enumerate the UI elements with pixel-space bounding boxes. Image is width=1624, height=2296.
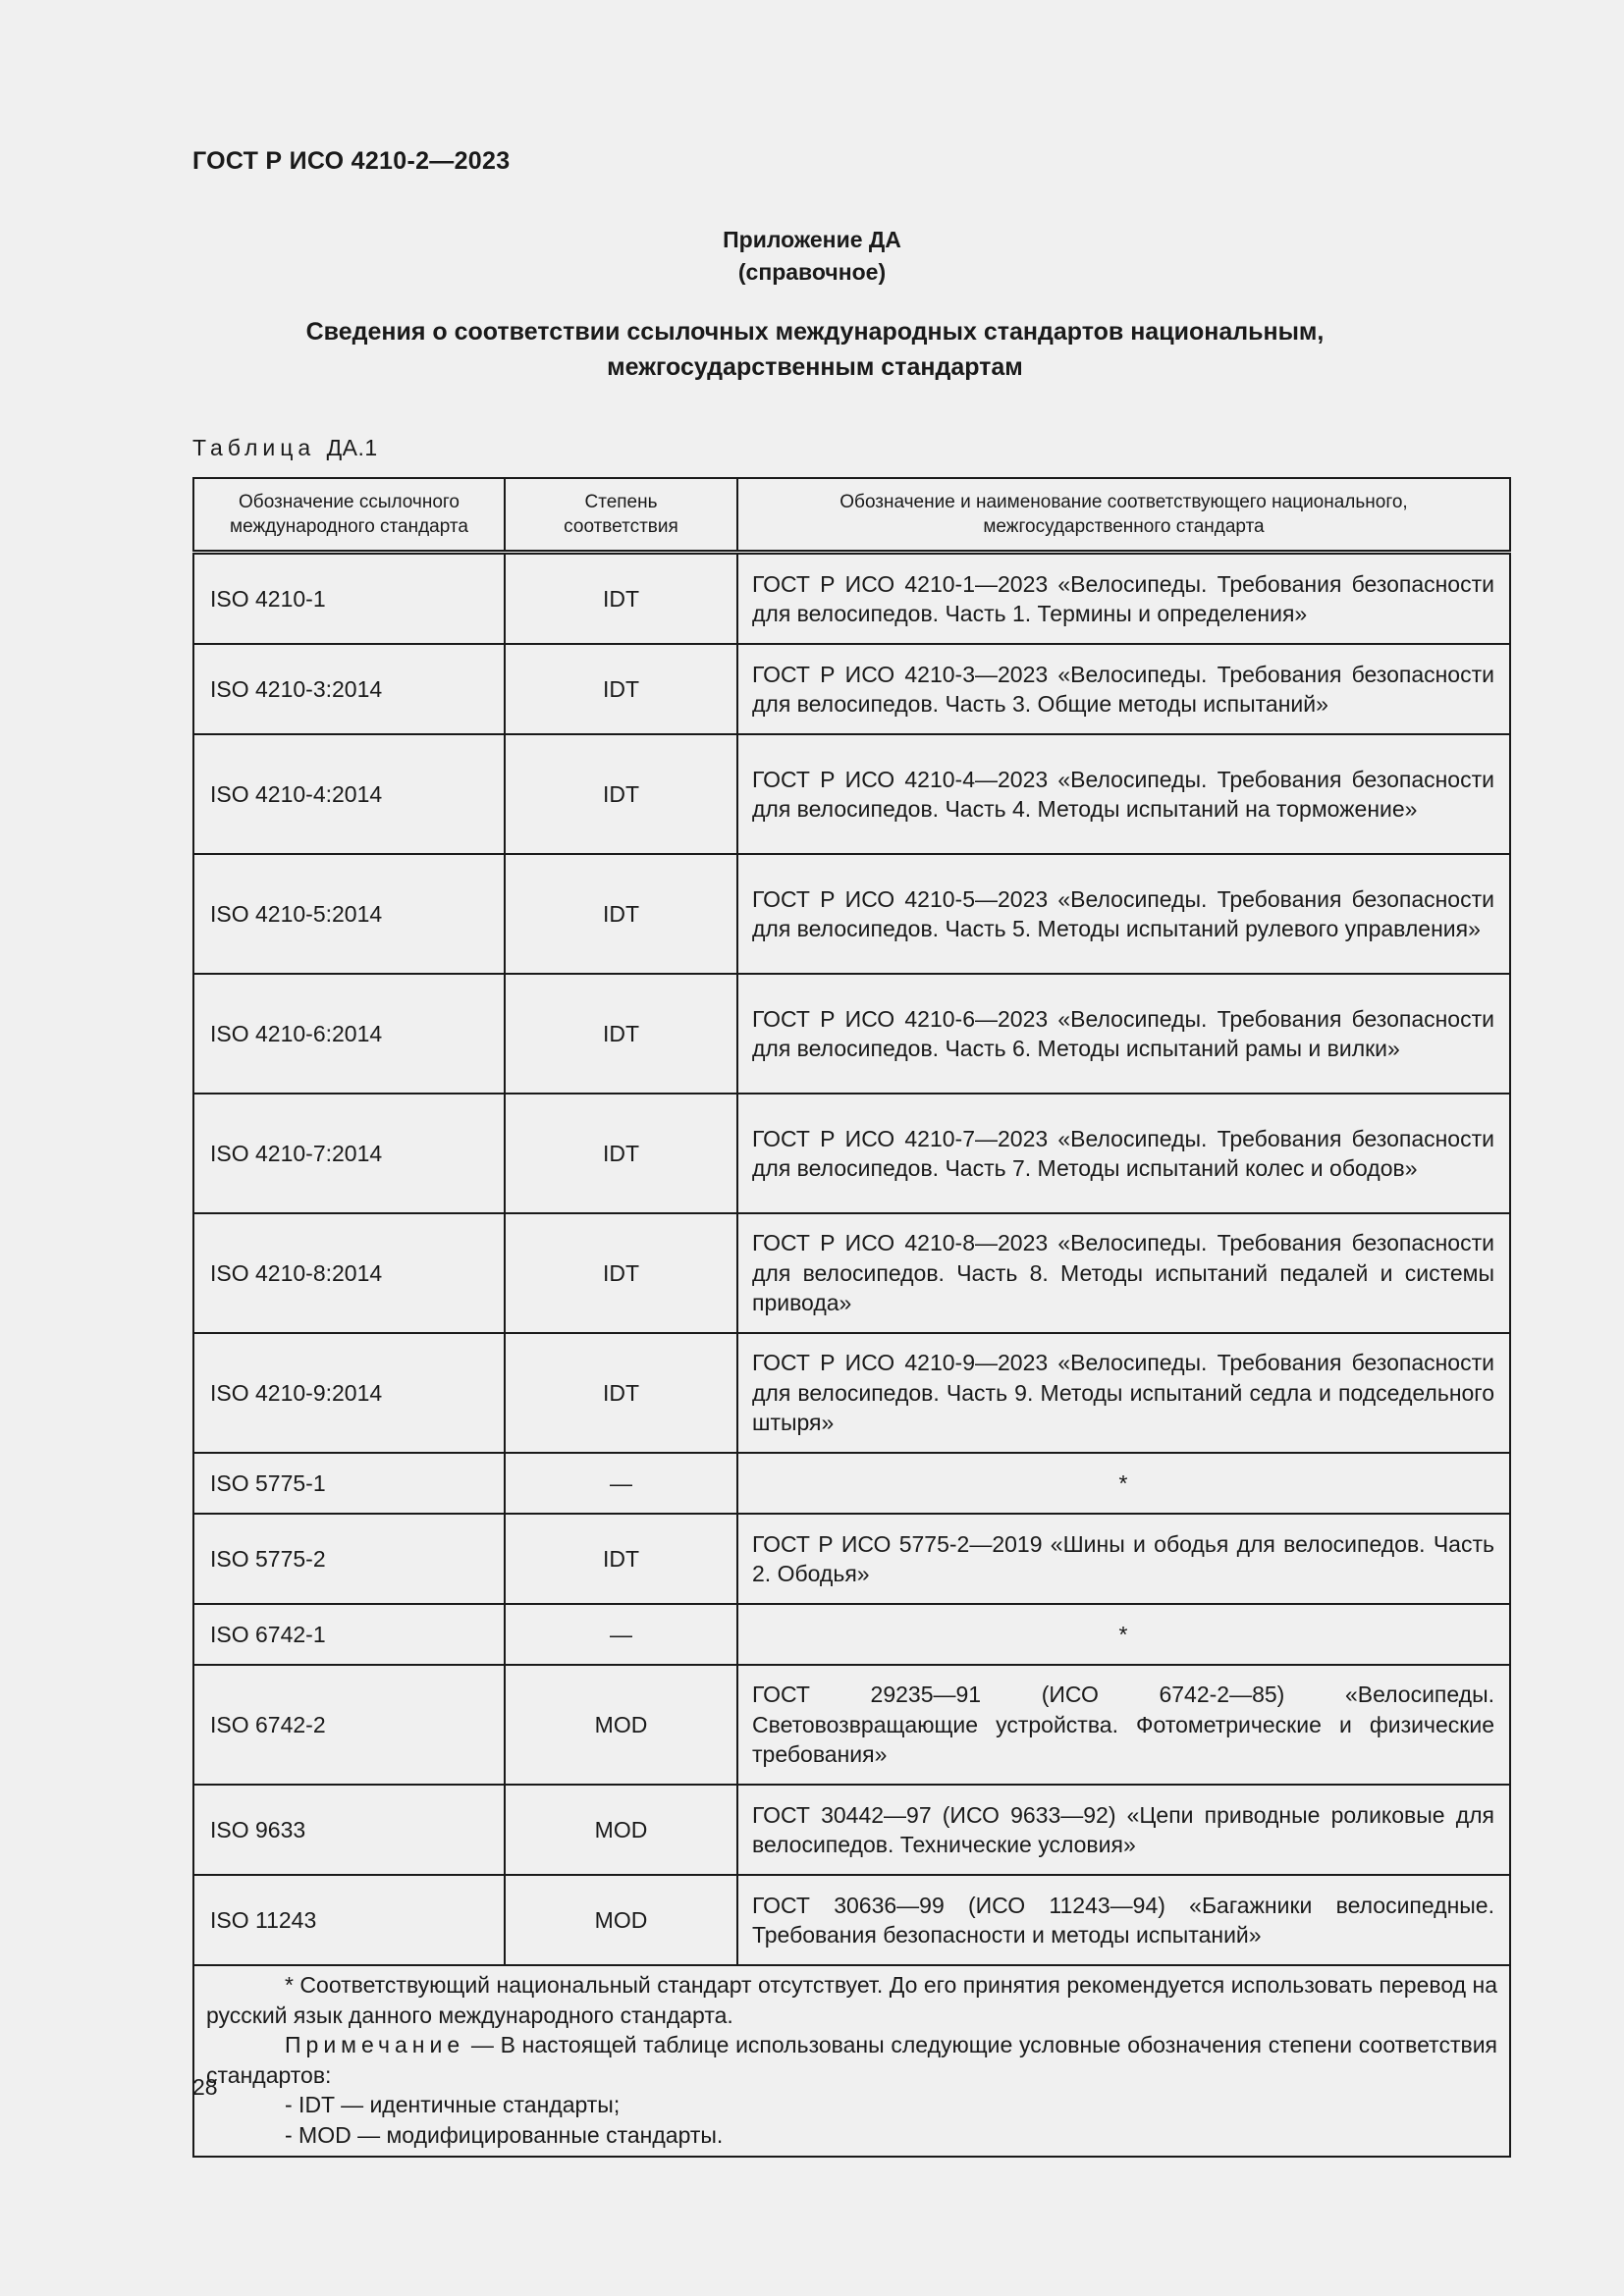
national-standard-cell: ГОСТ 30636—99 (ИСО 11243—94) «Багажники велосипедные. Требования безопасности и методы испытаний»	[737, 1875, 1510, 1965]
table-row	[193, 734, 1510, 854]
header-ref-standard: Обозначение ссылочного международного стандарта	[193, 478, 505, 553]
national-standard-cell: ГОСТ Р ИСО 4210-7—2023 «Велосипеды. Требования безопасности для велосипедов. Часть 7. Методы испытаний колес и ободов»	[737, 1094, 1510, 1213]
ref-standard-cell: ISO 4210-6:2014	[193, 974, 505, 1094]
degree-cell: —	[505, 1453, 737, 1514]
national-standard-cell: ГОСТ Р ИСО 4210-5—2023 «Велосипеды. Требования безопасности для велосипедов. Часть 5. Методы испытаний рулевого управления»	[737, 854, 1510, 974]
note-label: Примечание	[285, 2032, 465, 2057]
degree-cell: MOD	[505, 1665, 737, 1785]
national-standard-cell: ГОСТ Р ИСО 4210-6—2023 «Велосипеды. Требования безопасности для велосипедов. Часть 6. Методы испытаний рамы и вилки»	[737, 974, 1510, 1094]
table-row	[193, 1785, 1510, 1875]
ref-standard-cell: ISO 5775-2	[193, 1514, 505, 1604]
ref-standard-cell: ISO 4210-8:2014	[193, 1213, 505, 1333]
table-row	[193, 974, 1510, 1094]
table-row	[193, 1665, 1510, 1785]
heading-line-1: Сведения о соответствии ссылочных международных стандартов национальным,	[305, 318, 1325, 346]
ref-standard-cell: ISO 9633	[193, 1785, 505, 1875]
degree-cell: IDT	[505, 553, 737, 645]
table-header-row	[193, 478, 1510, 553]
table-row	[193, 1094, 1510, 1213]
table-row	[193, 553, 1510, 645]
degree-cell: IDT	[505, 1333, 737, 1453]
national-standard-cell: *	[737, 1604, 1510, 1665]
degree-cell: IDT	[505, 1514, 737, 1604]
national-standard-cell: ГОСТ Р ИСО 4210-8—2023 «Велосипеды. Требования безопасности для велосипедов. Часть 8. Методы испытаний педалей и системы привода»	[737, 1213, 1510, 1333]
national-standard-cell: ГОСТ 30442—97 (ИСО 9633—92) «Цепи приводные роликовые для велосипедов. Технические условия»	[737, 1785, 1510, 1875]
table-row	[193, 1604, 1510, 1665]
ref-standard-cell: ISO 4210-9:2014	[193, 1333, 505, 1453]
degree-cell: IDT	[505, 644, 737, 734]
table-row	[193, 1514, 1510, 1604]
document-code: ГОСТ Р ИСО 4210-2—2023	[192, 147, 511, 175]
ref-standard-cell: ISO 6742-2	[193, 1665, 505, 1785]
annex-title	[0, 224, 1624, 289]
ref-standard-cell: ISO 6742-1	[193, 1604, 505, 1665]
annex-name: Приложение ДА	[723, 227, 901, 252]
national-standard-cell: ГОСТ Р ИСО 4210-9—2023 «Велосипеды. Требования безопасности для велосипедов. Часть 9. Методы испытаний седла и подседельного штыря»	[737, 1333, 1510, 1453]
table-row	[193, 854, 1510, 974]
national-standard-cell: ГОСТ Р ИСО 5775-2—2019 «Шины и ободья для велосипедов. Часть 2. Ободья»	[737, 1514, 1510, 1604]
ref-standard-cell: ISO 4210-1	[193, 553, 505, 645]
note-paragraph	[206, 2030, 1497, 2090]
ref-standard-cell: ISO 5775-1	[193, 1453, 505, 1514]
table-row	[193, 644, 1510, 734]
degree-cell: IDT	[505, 734, 737, 854]
table-row	[193, 1875, 1510, 1965]
header-national-standard: Обозначение и наименование соответствующего национального, межгосударственного стандарта	[737, 478, 1510, 553]
table-row	[193, 1213, 1510, 1333]
table-label	[192, 435, 378, 461]
degree-cell: IDT	[505, 1094, 737, 1213]
table-notes-row	[193, 1965, 1510, 2157]
national-standard-cell: ГОСТ 29235—91 (ИСО 6742-2—85) «Велосипеды. Световозвращающие устройства. Фотометрические и физические требования»	[737, 1665, 1510, 1785]
table-label-word: Таблица	[192, 435, 316, 460]
national-standard-cell: *	[737, 1453, 1510, 1514]
national-standard-cell: ГОСТ Р ИСО 4210-3—2023 «Велосипеды. Требования безопасности для велосипедов. Часть 3. Общие методы испытаний»	[737, 644, 1510, 734]
note-item-mod: - MOD — модифицированные стандарты.	[285, 2121, 724, 2148]
degree-cell: MOD	[505, 1875, 737, 1965]
ref-standard-cell: ISO 4210-7:2014	[193, 1094, 505, 1213]
annex-type: (справочное)	[737, 259, 887, 285]
national-standard-cell: ГОСТ Р ИСО 4210-1—2023 «Велосипеды. Требования безопасности для велосипедов. Часть 1. Термины и определения»	[737, 553, 1510, 645]
table-row	[193, 1453, 1510, 1514]
table-label-number: ДА.1	[326, 435, 378, 460]
note-item-idt: - IDT — идентичные стандарты;	[285, 2092, 621, 2117]
ref-standard-cell: ISO 11243	[193, 1875, 505, 1965]
degree-cell: —	[505, 1604, 737, 1665]
correspondence-table	[192, 477, 1511, 2158]
degree-cell: IDT	[505, 854, 737, 974]
ref-standard-cell: ISO 4210-5:2014	[193, 854, 505, 974]
heading-line-2: межгосударственным стандартам	[607, 353, 1023, 381]
page-number: 28	[192, 2074, 218, 2100]
national-standard-cell: ГОСТ Р ИСО 4210-4—2023 «Велосипеды. Требования безопасности для велосипедов. Часть 4. Методы испытаний на торможение»	[737, 734, 1510, 854]
ref-standard-cell: ISO 4210-3:2014	[193, 644, 505, 734]
degree-cell: IDT	[505, 974, 737, 1094]
header-degree: Степень соответствия	[505, 478, 737, 553]
degree-cell: IDT	[505, 1213, 737, 1333]
ref-standard-cell: ISO 4210-4:2014	[193, 734, 505, 854]
table-row	[193, 1333, 1510, 1453]
table-notes	[193, 1965, 1510, 2157]
degree-cell: MOD	[505, 1785, 737, 1875]
note-text: — В настоящей таблице использованы следующие условные обозначения степени соответствия стандартов:	[206, 2032, 1497, 2088]
footnote-text: * Соответствующий национальный стандарт отсутствует. До его принятия рекомендуется использовать перевод на русский язык данного международного стандарта.	[206, 1972, 1497, 2028]
annex-heading	[177, 314, 1453, 385]
